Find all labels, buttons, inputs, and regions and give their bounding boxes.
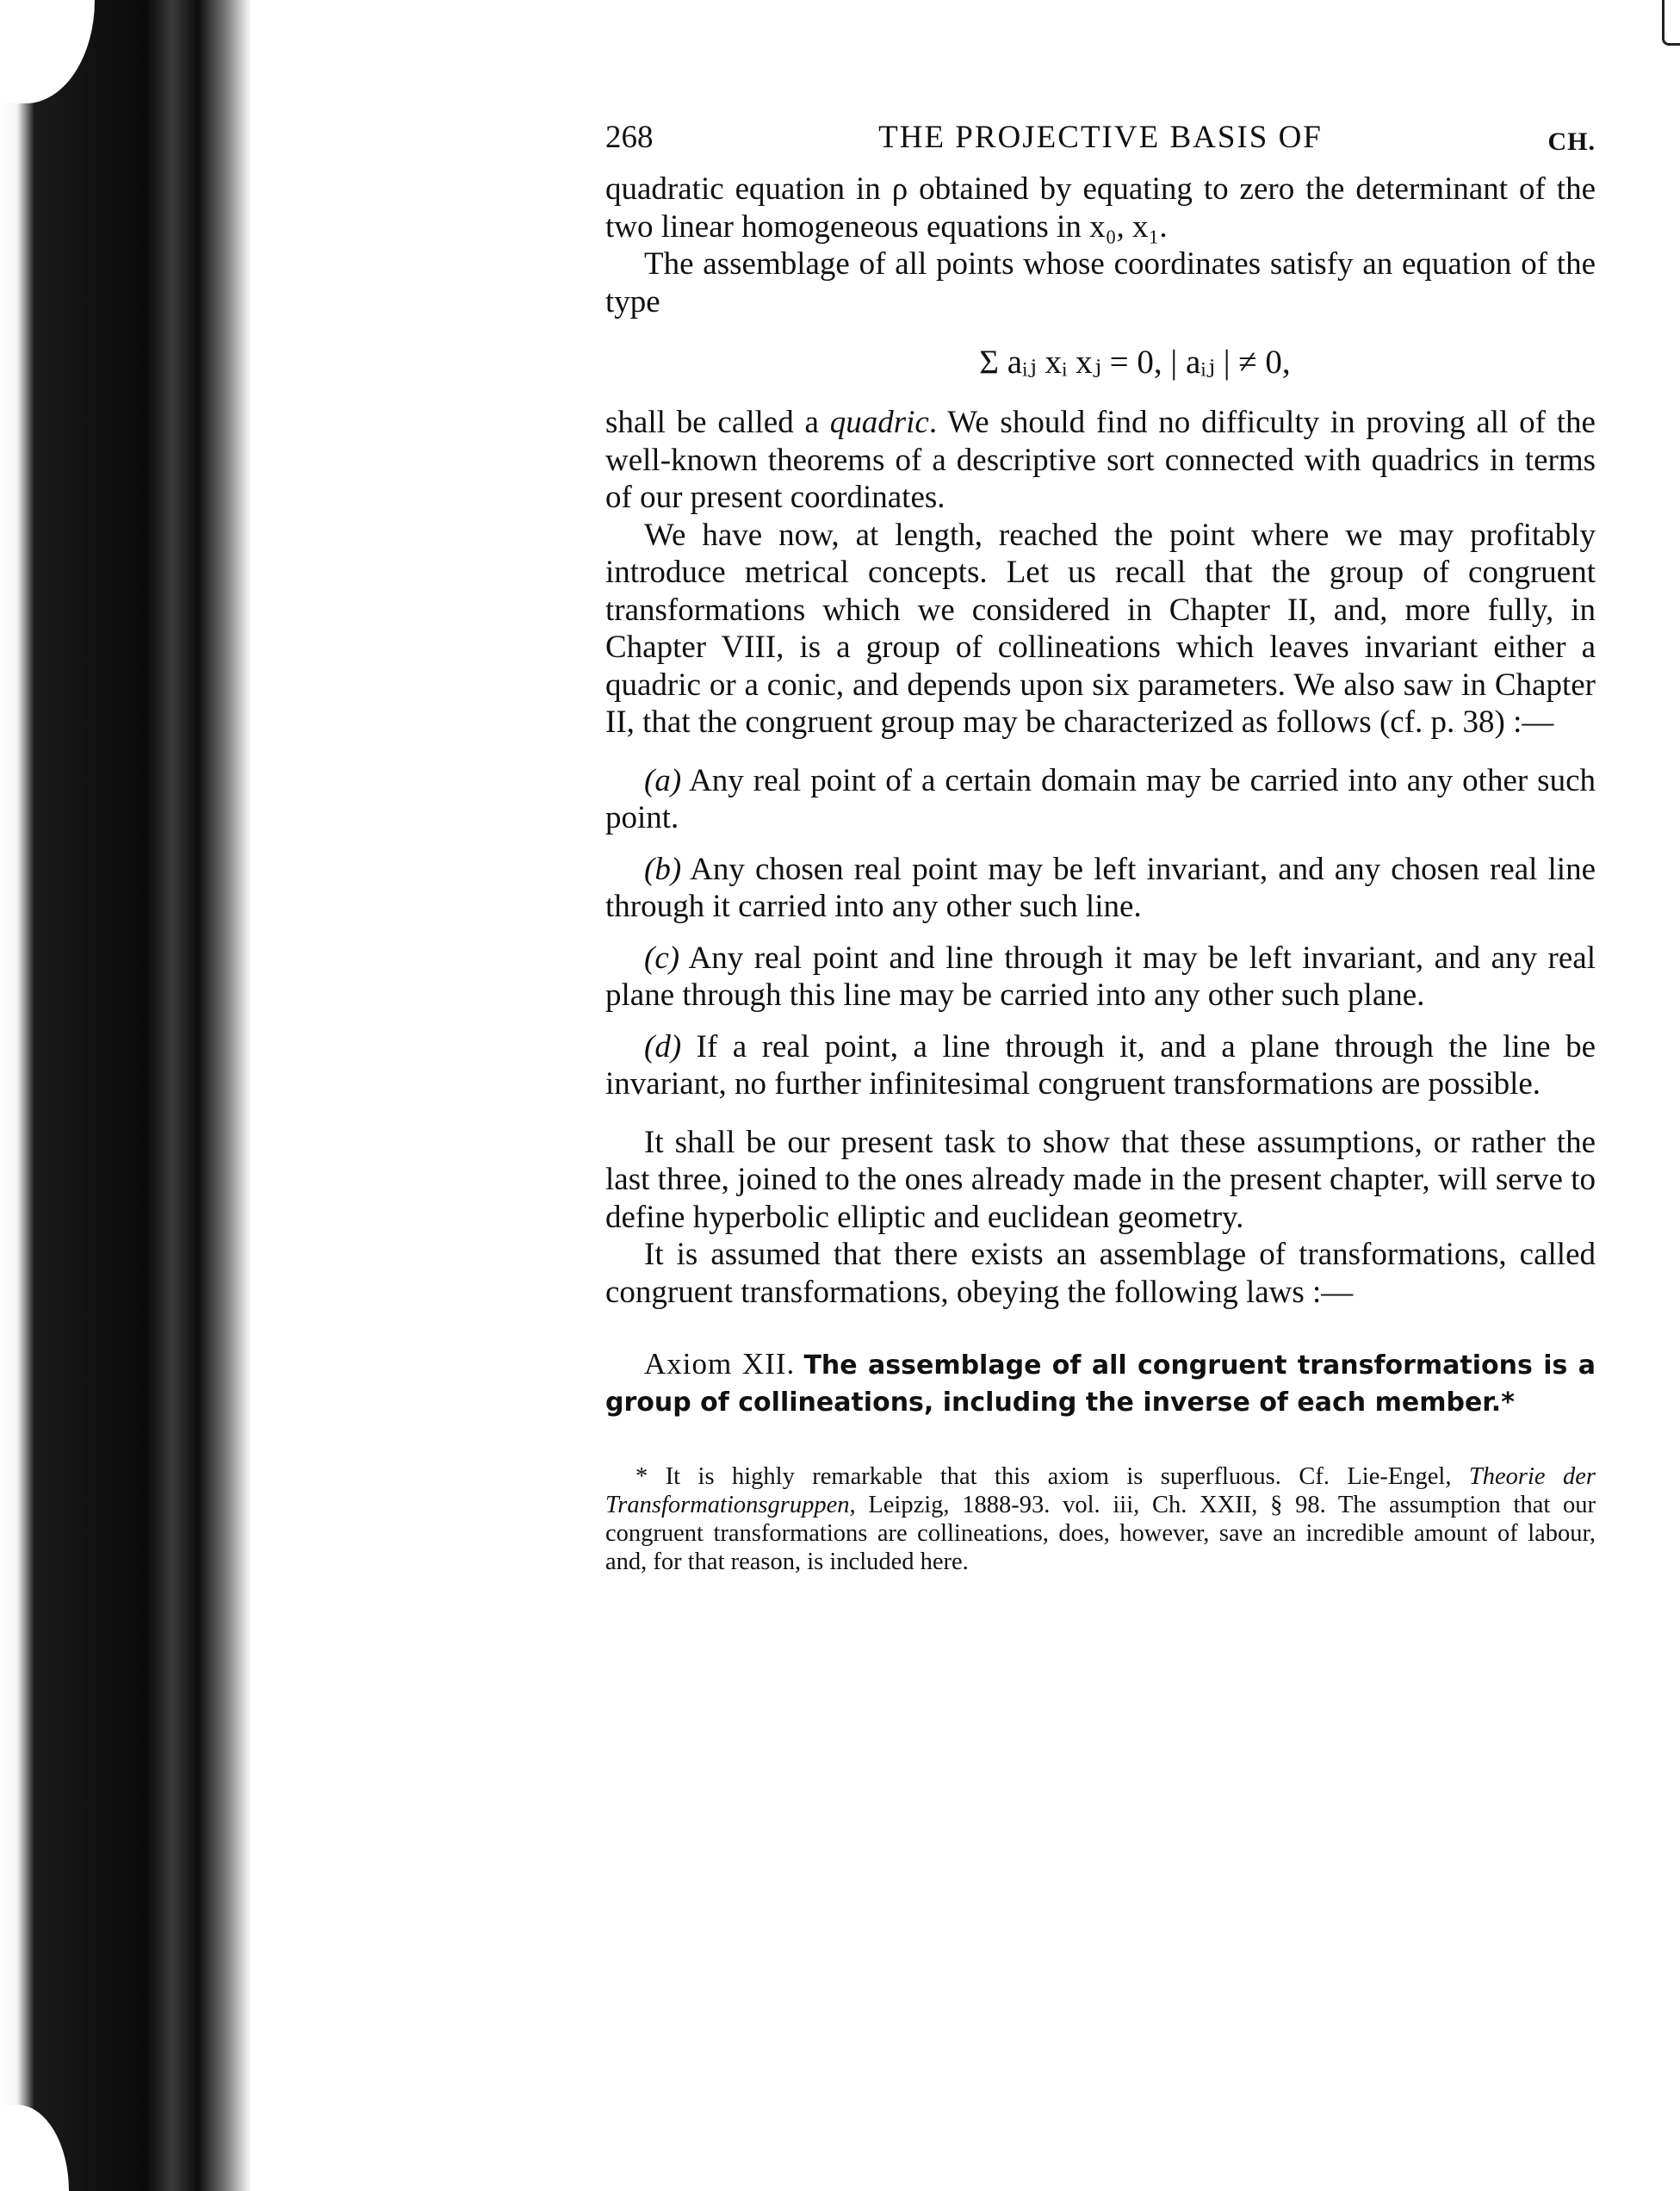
- condition-text: Any chosen real point may be left invariant, and any chosen real line through it carried into any other such line.: [605, 851, 1596, 924]
- footnote: [605, 1462, 1596, 1576]
- condition-b: [605, 851, 1596, 926]
- paragraph-text: . We should find no difficulty in proving all of the well-known theorems of a descriptive sort connected with quadrics in terms of our present coordinates.: [605, 405, 1596, 515]
- paragraph-continuation: quadratic equation in ρ obtained by equating to zero the determinant of the two linear homogeneous equations in x₀, x₁.: [605, 171, 1596, 245]
- condition-label: (a): [644, 762, 682, 798]
- condition-label: (d): [644, 1028, 682, 1064]
- condition-text: Any real point of a certain domain may be carried into any other such point.: [605, 762, 1596, 835]
- defined-term: quadric: [829, 405, 929, 440]
- axiom-statement: The assemblage of all congruent transformations is a group of collineations, including the inverse of each member.*: [605, 1350, 1596, 1418]
- paragraph-quadric-intro: The assemblage of all points whose coordinates satisfy an equation of the type: [605, 246, 1596, 320]
- book-binding-edge: [0, 0, 258, 2191]
- condition-label: (b): [644, 851, 682, 887]
- footnote-text: * It is highly remarkable that this axiom is superfluous. Cf. Lie-Engel,: [635, 1463, 1469, 1490]
- condition-text: Any real point and line through it may be left invariant, and any real plane through this line may be carried into any other such plane.: [605, 940, 1596, 1013]
- footnote-book-title: Theorie der Transformationsgruppen: [605, 1463, 1596, 1518]
- book-page: [605, 119, 1596, 1576]
- condition-c: [605, 940, 1596, 1015]
- condition-a: [605, 762, 1596, 837]
- chapter-mark: CH.: [1547, 127, 1596, 156]
- axiom-label: Axiom XII.: [644, 1347, 796, 1381]
- running-title: THE PROJECTIVE BASIS OF: [878, 120, 1323, 155]
- paragraph-text: shall be called a: [605, 405, 830, 440]
- page-number: 268: [605, 120, 654, 155]
- paragraph-quadric-definition: [605, 404, 1596, 517]
- running-header: [605, 119, 1596, 171]
- condition-label: (c): [644, 940, 680, 976]
- quadric-equation: Σ aᵢⱼ xᵢ xⱼ = 0, | aᵢⱼ | ≠ 0,: [979, 344, 1291, 381]
- footnote-text: , Leipzig, 1888-93. vol. iii, Ch. XXII, § 98. The assumption that our congruent transformations are collineations, does, however, save an incredible amount of labour, and, for that reason, is included here.: [605, 1492, 1596, 1575]
- paragraph-assumption: It is assumed that there exists an assemblage of transformations, called congruent transformations, obeying the following laws :—: [605, 1237, 1596, 1310]
- condition-d: [605, 1028, 1596, 1103]
- paragraph-present-task: It shall be our present task to show that these assumptions, or rather the last three, joined to the ones already made in the present chapter, will serve to define hyperbolic elliptic and euclidean geometry.: [605, 1124, 1596, 1235]
- axiom-xii: [605, 1345, 1596, 1421]
- paragraph-metrical-concepts: We have now, at length, reached the point where we may profitably introduce metrical concepts. Let us recall that the group of congruent transformations which we considered in Chapter II, and, more fully, in Chapter VIII, is a group of collineations which leaves invariant either a quadric or a conic, and depends upon six parameters. We also saw in Chapter II, that the congruent group may be characterized as follows (cf. p. 38) :—: [605, 517, 1596, 740]
- condition-text: If a real point, a line through it, and a plane through the line be invariant, no further infinitesimal congruent transformations are possible.: [605, 1028, 1596, 1102]
- page-corner-mark: [1662, 0, 1680, 46]
